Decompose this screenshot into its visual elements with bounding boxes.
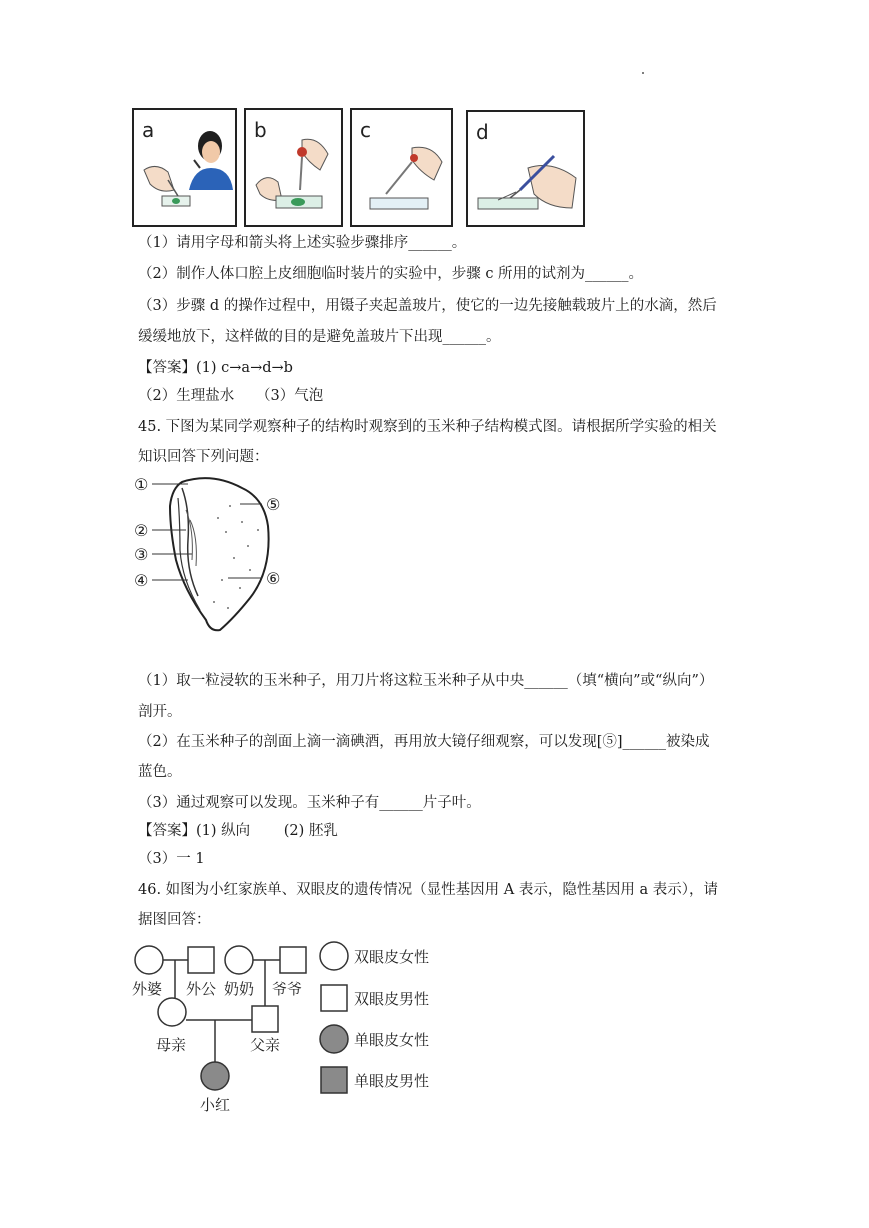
seed-label-5: ⑤ xyxy=(266,495,281,514)
step-panel-b xyxy=(244,108,343,227)
seed-label-2: ② xyxy=(134,521,149,540)
pedigree-chart xyxy=(128,938,448,1116)
q45-part3: （3）通过观察可以发现。玉米种子有______片子叶。 xyxy=(138,795,481,811)
q45-part1-line2: 剖开。 xyxy=(138,704,182,720)
step-label: b xyxy=(254,118,267,142)
xiaohong-symbol xyxy=(201,1062,229,1090)
legend-label-single-male: 单眼皮男性 xyxy=(354,1072,430,1090)
q45-stem-line1: 45. 下图为某同学观察种子的结构时观察到的玉米种子结构模式图。请根据所学实验的相关 xyxy=(138,419,717,435)
corn-seed-diagram xyxy=(130,470,300,635)
seed-label-6: ⑥ xyxy=(266,569,281,588)
waigong-label: 外公 xyxy=(186,980,217,998)
seed-label-4: ④ xyxy=(134,571,149,590)
legend-double-male-icon xyxy=(321,985,347,1011)
muqin-label: 母亲 xyxy=(156,1036,187,1054)
legend-single-female-icon xyxy=(320,1025,348,1053)
fuqin-label: 父亲 xyxy=(250,1036,281,1054)
page-dot xyxy=(642,72,644,74)
waipo-symbol xyxy=(135,946,163,974)
step-label: a xyxy=(142,118,155,142)
q45-stem-line2: 知识回答下列问题： xyxy=(138,449,269,465)
nainai-symbol xyxy=(225,946,253,974)
waipo-label: 外婆 xyxy=(132,980,163,998)
seed-label-3: ③ xyxy=(134,545,149,564)
waigong-symbol xyxy=(188,947,214,973)
step-panel-a xyxy=(132,108,237,227)
step-panel-c xyxy=(350,108,453,227)
muqin-symbol xyxy=(158,998,186,1026)
q44-answer-line1: 【答案】(1) c→a→d→b xyxy=(138,360,293,376)
q45-part2-line2: 蓝色。 xyxy=(138,764,182,780)
q46-stem-line1: 46. 如图为小红家族单、双眼皮的遗传情况（显性基因用 A 表示，隐性基因用 a 表示），请 xyxy=(138,882,718,898)
seed-label-1: ① xyxy=(134,475,149,494)
q44-part3-line1: （3）步骤 d 的操作过程中，用镊子夹起盖玻片，使它的一边先接触载玻片上的水滴，然后 xyxy=(138,298,717,314)
q45-answer-line2: （3）一 1 xyxy=(138,851,205,867)
q44-part3-line2: 缓缓地放下，这样做的目的是避免盖玻片下出现______。 xyxy=(138,329,501,345)
q46-stem-line2: 据图回答： xyxy=(138,912,211,928)
q44-part1: （1）请用字母和箭头将上述实验步骤排序______。 xyxy=(138,235,467,251)
legend-label-single-female: 单眼皮女性 xyxy=(354,1031,430,1049)
xiaohong-label: 小红 xyxy=(200,1096,231,1114)
yeye-label: 爷爷 xyxy=(272,980,303,998)
nainai-label: 奶奶 xyxy=(224,980,255,998)
q45-part1-line1: （1）取一粒浸软的玉米种子，用刀片将这粒玉米种子从中央______（填“横向”或“纵向”） xyxy=(138,673,714,689)
legend-label-double-female: 双眼皮女性 xyxy=(354,948,430,966)
fuqin-symbol xyxy=(252,1006,278,1032)
q44-answer-line2: （2）生理盐水 （3）气泡 xyxy=(138,388,324,404)
q45-part2-line1: （2）在玉米种子的剖面上滴一滴碘酒，再用放大镜仔细观察，可以发现[⑤]______被染成 xyxy=(138,734,710,750)
step-label: d xyxy=(476,120,489,144)
step-panel-d xyxy=(466,110,585,227)
q44-part2: （2）制作人体口腔上皮细胞临时装片的实验中，步骤 c 所用的试剂为______。 xyxy=(138,266,644,282)
legend-single-male-icon xyxy=(321,1067,347,1093)
legend-label-double-male: 双眼皮男性 xyxy=(354,990,430,1008)
yeye-symbol xyxy=(280,947,306,973)
step-label: c xyxy=(360,118,371,142)
legend-double-female-icon xyxy=(320,942,348,970)
q45-answer-line1: 【答案】(1) 纵向 (2) 胚乳 xyxy=(138,823,338,839)
